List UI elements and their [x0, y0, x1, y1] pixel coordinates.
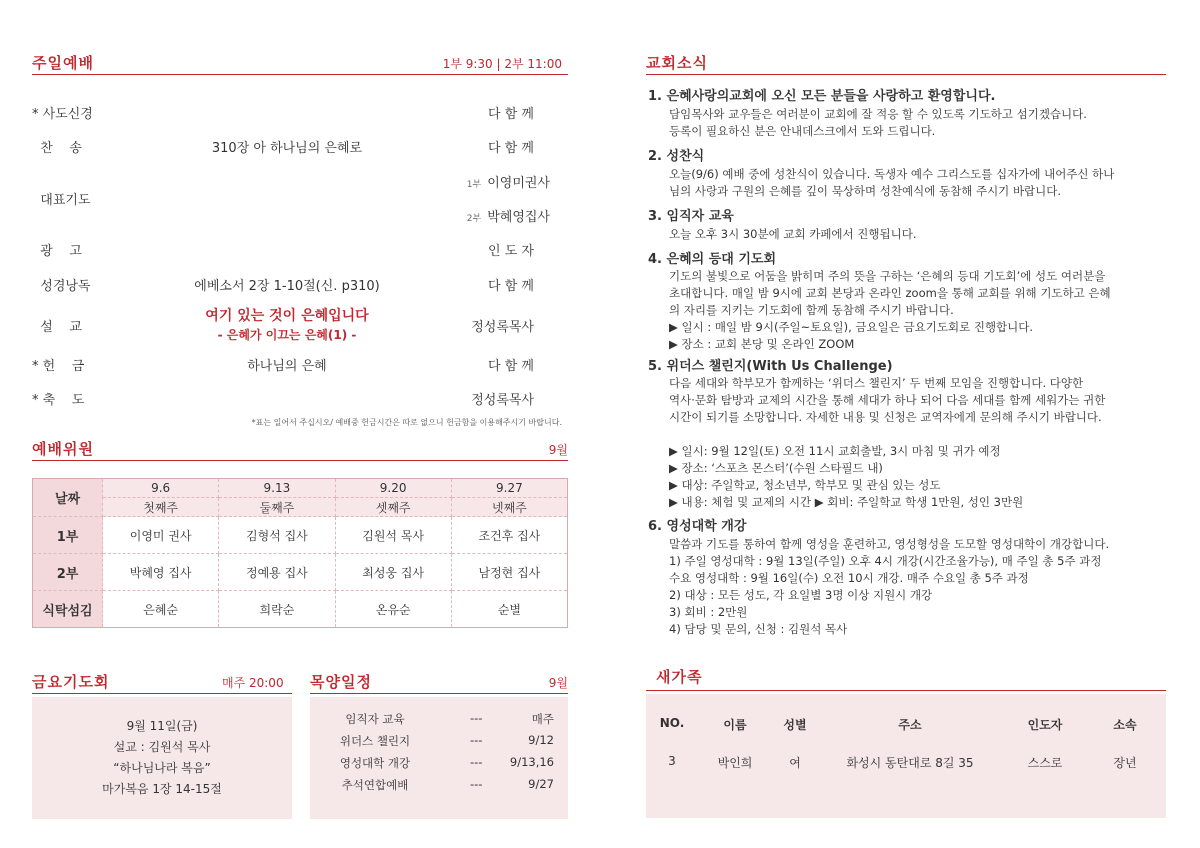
list-item	[310, 755, 568, 773]
worship-leader: 정성록목사	[471, 393, 534, 408]
news-body	[669, 166, 1164, 200]
worship-label: 설 교	[32, 320, 82, 335]
staff-title: 예배위원	[32, 440, 94, 458]
row-header: 1부	[33, 517, 103, 554]
date-cell: 9.6	[103, 479, 219, 498]
service-tag: 1부	[466, 180, 482, 190]
schedule-date: 9/12	[528, 733, 554, 747]
worship-row-hymn	[32, 137, 552, 157]
news-line: 수요 영성대학 : 9월 16일(수) 오전 10시 개강. 매주 수요일 총 5주 과정	[669, 571, 1029, 585]
staff-cell: 남정현 집사	[451, 554, 567, 591]
worship-leader: 다 함 께	[488, 359, 534, 374]
worship-times: 1부 9:30 | 2부 11:00	[442, 57, 562, 71]
news-divider	[646, 74, 1166, 75]
news-line: ▶ 장소: ‘스포츠 몬스터’(수원 스타필드 내)	[669, 461, 883, 475]
list-item	[310, 777, 568, 795]
news-line: 기도의 불빛으로 어둠을 밝히며 주의 뜻을 구하는 ‘은혜의 등대 기도회’에 성도 여러분을	[669, 269, 1106, 283]
worship-label: 대표기도	[32, 193, 91, 208]
schedule-name: 추석연합예배	[341, 778, 409, 792]
newfamily-guide: 스스로	[1027, 756, 1063, 770]
worship-content: 에베소서 2장 1-10절(신. p310)	[194, 279, 380, 294]
friday-line: “하나님나라 복음”	[113, 761, 211, 775]
news-line: 2) 대상 : 모든 성도, 각 요일별 3명 이상 지원시 개강	[669, 588, 933, 602]
newfamily-title: 새가족	[656, 668, 703, 686]
worship-leader: 이영미권사	[487, 176, 550, 191]
news-body	[669, 226, 1164, 243]
newfamily-header-group: 소속	[1113, 718, 1137, 732]
schedule-dash: ---	[470, 777, 483, 791]
news-line: 다음 세대와 학부모가 함께하는 ‘위더스 챌린지’ 두 번째 모임을 진행합니다. 다양한	[669, 376, 1084, 390]
schedule-name: 위더스 챌린지	[339, 734, 411, 748]
staff-cell: 온유순	[335, 591, 451, 628]
news-line	[669, 426, 1164, 443]
worship-label: 성경낭독	[32, 279, 91, 294]
schedule-date: 매주	[531, 712, 554, 726]
worship-prayer-leader-2	[467, 206, 550, 225]
staff-cell: 순별	[451, 591, 567, 628]
worship-label: * 헌 금	[32, 359, 85, 374]
schedule-name: 영성대학 개강	[339, 756, 411, 770]
worship-label: 찬 송	[32, 141, 82, 156]
date-header: 날짜	[33, 479, 103, 517]
worship-footnote: *표는 일어서 주십시오/ 예배중 헌금시간은 따로 없으니 헌금함을 이용해주시기 바랍니다.	[251, 418, 562, 427]
news-heading: 5. 위더스 챌린지(With Us Challenge)	[648, 359, 893, 374]
list-item	[310, 733, 568, 751]
worship-leader: 박혜영집사	[487, 210, 550, 225]
worship-leader: 다 함 께	[488, 141, 534, 156]
worship-leader: 정성록목사	[471, 320, 534, 335]
newfamily-address: 화성시 동탄대로 8길 35	[846, 756, 974, 770]
worship-row-creed	[32, 103, 552, 123]
news-line: ▶ 대상: 주일학교, 청소년부, 학부모 및 관심 있는 성도	[669, 478, 941, 492]
schedule-date: 9/27	[528, 777, 554, 791]
friday-divider	[32, 693, 292, 694]
service-tag: 2부	[466, 214, 482, 224]
newfamily-divider	[646, 690, 1166, 691]
date-cell: 9.20	[335, 479, 451, 498]
news-heading: 1. 은혜사랑의교회에 오신 모든 분들을 사랑하고 환영합니다.	[648, 89, 996, 104]
schedule-name: 임직자 교육	[345, 712, 405, 726]
news-line: ▶ 장소 : 교회 본당 및 온라인 ZOOM	[669, 337, 855, 351]
newfamily-group: 장년	[1113, 756, 1137, 770]
worship-row-benediction	[32, 389, 552, 409]
row-header: 식탁섬김	[33, 591, 103, 628]
list-item	[310, 711, 568, 729]
week-cell: 셋째주	[335, 498, 451, 517]
friday-line: 마가복음 1장 14-15절	[102, 782, 222, 796]
date-cell: 9.27	[451, 479, 567, 498]
news-line: ▶ 내용: 체험 및 교제의 시간 ▶ 회비: 주일학교 학생 1만원, 성인 3만원	[669, 495, 1024, 509]
worship-label: * 축 도	[32, 393, 85, 408]
worship-content: 하나님의 은혜	[247, 359, 327, 374]
newfamily-header-name: 이름	[723, 718, 747, 732]
news-line: 말씀과 기도를 통하여 함께 영성을 훈련하고, 영성형성을 도모할 영성대학이 개강합니다.	[669, 537, 1110, 551]
staff-cell: 조건후 집사	[451, 517, 567, 554]
news-line: 4) 담당 및 문의, 신청 : 김원석 목사	[669, 622, 848, 636]
staff-table	[32, 478, 568, 628]
worship-prayer-leader-1	[467, 172, 550, 191]
newfamily-gender: 여	[789, 756, 801, 770]
news-line: 등록이 필요하신 분은 안내데스크에서 도와 드립니다.	[669, 124, 936, 138]
worship-leader: 다 함 께	[488, 279, 534, 294]
newfamily-header-address: 주소	[898, 718, 922, 732]
date-cell: 9.13	[219, 479, 335, 498]
staff-cell: 정예용 집사	[219, 554, 335, 591]
news-line: ▶ 일시: 9월 12일(토) 오전 11시 교회출발, 3시 마침 및 귀가 예정	[669, 444, 1001, 458]
staff-cell: 은혜순	[103, 591, 219, 628]
staff-divider	[32, 460, 568, 461]
week-cell: 첫째주	[103, 498, 219, 517]
sermon-title: 여기 있는 것이 은혜입니다	[205, 308, 369, 324]
newfamily-header-guide: 인도자	[1027, 718, 1063, 732]
friday-time: 매주 20:00	[222, 676, 284, 690]
newfamily-header-gender: 성별	[783, 718, 807, 732]
row-header: 2부	[33, 554, 103, 591]
news-heading: 3. 임직자 교육	[648, 209, 734, 224]
news-line: 3) 회비 : 2만원	[669, 605, 748, 619]
friday-title: 금요기도회	[32, 673, 110, 691]
news-line: 담임목사와 교우들은 여러분이 교회에 잘 적응 할 수 있도록 기도하고 섬기겠습니다.	[669, 107, 1087, 121]
schedule-dash: ---	[470, 733, 483, 747]
pastoral-title: 목양일정	[310, 673, 372, 691]
news-line: 님의 사랑과 구원의 은혜를 깊이 묵상하며 성찬예식에 동참해 주시기 바랍니다.	[669, 184, 1062, 198]
pastoral-divider	[310, 693, 568, 694]
staff-cell: 희락순	[219, 591, 335, 628]
news-line: 의 자리를 지키는 기도회에 함께 동참해 주시기 바랍니다.	[669, 303, 954, 317]
table-row	[33, 517, 568, 554]
staff-cell: 이영미 권사	[103, 517, 219, 554]
worship-content: 310장 아 하나님의 은혜로	[211, 141, 363, 156]
staff-cell: 김형석 집사	[219, 517, 335, 554]
schedule-dash: ---	[470, 711, 483, 725]
table-row	[33, 591, 568, 628]
pastoral-month: 9월	[548, 676, 568, 690]
news-heading: 2. 성찬식	[648, 149, 705, 164]
worship-row-announce	[32, 240, 552, 260]
table-row	[33, 554, 568, 591]
newfamily-name: 박인희	[717, 756, 753, 770]
friday-line: 9월 11일(금)	[126, 719, 198, 733]
news-line: 오늘 오후 3시 30분에 교회 카페에서 진행됩니다.	[669, 227, 917, 241]
news-heading: 6. 영성대학 개강	[648, 519, 747, 534]
week-cell: 넷째주	[451, 498, 567, 517]
worship-divider	[32, 74, 568, 75]
staff-cell: 박혜영 집사	[103, 554, 219, 591]
friday-box	[32, 697, 292, 819]
staff-cell: 최성웅 집사	[335, 554, 451, 591]
worship-leader: 다 함 께	[488, 107, 534, 122]
news-line: 시간이 되기를 소망합니다. 자세한 내용 및 신청은 교역자에게 문의해 주시기 바랍니다.	[669, 410, 1102, 424]
news-line: 1) 주일 영성대학 : 9월 13일(주일) 오후 4시 개강(시간조율가능), 매 주일 총 5주 과정	[669, 554, 1102, 568]
newfamily-header-no: NO.	[659, 716, 685, 730]
news-heading: 4. 은혜의 등대 기도회	[648, 252, 777, 267]
friday-line: 설교 : 김원석 목사	[113, 740, 211, 754]
schedule-dash: ---	[470, 755, 483, 769]
sermon-subtitle: - 은혜가 이끄는 은혜(1) -	[217, 328, 357, 342]
news-body	[669, 106, 1164, 140]
pastoral-box	[310, 697, 568, 819]
news-line: 오늘(9/6) 예배 중에 성찬식이 있습니다. 독생자 예수 그리스도를 십자가에 내어주신 하나	[669, 167, 1115, 181]
worship-label: * 사도신경	[32, 107, 93, 122]
news-title: 교회소식	[646, 54, 708, 72]
news-body	[669, 536, 1164, 638]
news-line: 역사·문화 탐방과 교제의 시간을 통해 세대가 하나 되어 다음 세대를 함께 세워가는 귀한	[669, 393, 1106, 407]
news-body	[669, 375, 1164, 511]
worship-title: 주일예배	[32, 54, 94, 72]
news-line: ▶ 일시 : 매일 밤 9시(주일~토요일), 금요일은 금요기도회로 진행합니다.	[669, 320, 1034, 334]
worship-leader: 인 도 자	[488, 244, 534, 259]
worship-row-scripture	[32, 275, 552, 295]
newfamily-no: 3	[668, 754, 676, 768]
schedule-date: 9/13,16	[509, 755, 554, 769]
news-line: 초대합니다. 매일 밤 9시에 교회 본당과 온라인 zoom을 통해 교회를 위해 기도하고 은혜	[669, 286, 1111, 300]
staff-month: 9월	[548, 443, 568, 457]
worship-label: 광 고	[32, 244, 82, 259]
week-cell: 둘째주	[219, 498, 335, 517]
staff-cell: 김원석 목사	[335, 517, 451, 554]
news-body	[669, 268, 1164, 353]
worship-row-offering	[32, 355, 552, 375]
